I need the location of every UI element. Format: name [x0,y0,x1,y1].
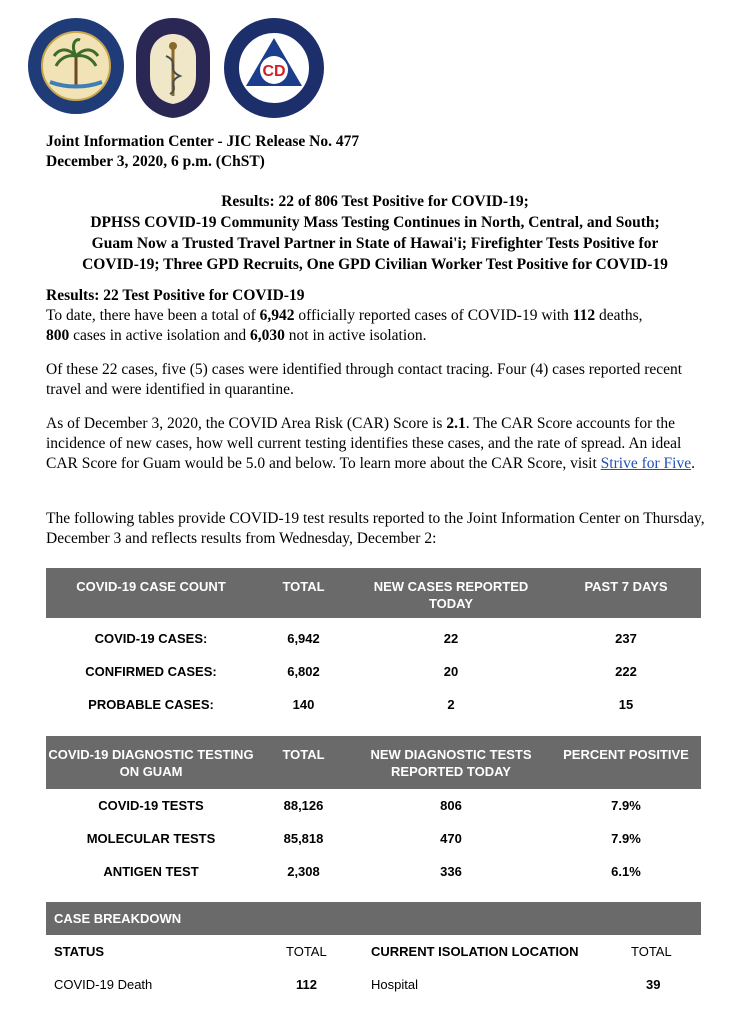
table-cell: 15 [618,697,634,712]
case-count-table [46,568,701,721]
column-header: CURRENT ISOLATION LOCATION [371,944,579,959]
table-cell: COVID-19 Death [54,977,153,992]
headline-line: DPHSS COVID-19 Community Mass Testing Continues in North, Central, and South; [90,214,660,231]
case-breakdown-table [46,902,701,1001]
results-heading: Results: 22 Test Positive for COVID-19 [46,287,305,304]
table-cell: 806 [440,798,462,813]
headline-line: Results: 22 of 806 Test Positive for COVID-19; [221,193,529,210]
table-cell: 140 [292,697,315,712]
headline-line: COVID-19; Three GPD Recruits, One GPD Civilian Worker Test Positive for COVID-19 [82,256,668,273]
column-header: NEW CASES REPORTED TODAY [373,579,529,611]
table-row [46,688,701,721]
column-header: TOTAL [286,944,327,959]
results-paragraph-1: To date, there have been a total of 6,942 officially reported cases of COVID-19 with 112 deaths, 800 cases in active isolation and 6,030 not in active isolation. [46,307,643,344]
table-cell: 112 [296,977,317,992]
table-row [46,622,701,655]
column-header: PERCENT POSITIVE [563,747,689,762]
table-cell: 88,126 [283,798,324,813]
table-cell: 22 [443,631,459,646]
table-cell: 2 [447,697,455,712]
table-cell: 39 [646,977,661,992]
table-cell: MOLECULAR TESTS [86,831,216,846]
table-row [46,789,701,822]
table-row [46,855,701,888]
table-cell: 2,308 [287,864,320,879]
headline-line: Guam Now a Trusted Travel Partner in State of Hawai'i; Firefighter Tests Positive for [91,235,659,252]
table-header [46,935,701,968]
table-cell: 20 [443,664,459,679]
table-row [46,822,701,855]
table-row [46,655,701,688]
tables-intro-paragraph: The following tables provide COVID-19 test results reported to the Joint Information Center on Thursday, December 3 and reflects results from Wednesday, December 2: [46,510,705,547]
column-header: TOTAL [282,579,325,594]
table-header [46,736,701,789]
column-header: TOTAL [631,944,672,959]
car-score-paragraph: As of December 3, 2020, the COVID Area Risk (CAR) Score is 2.1. The CAR Score accounts for the incidence of new cases, how well current testing identifies these cases, and the rate of spread. An ideal CAR Score for Guam would be 5.0 and below. To learn more about the CAR Score, visit Strive for Five. [46,415,695,472]
table-cell: 6.1% [611,864,641,879]
table-cell: 85,818 [283,831,324,846]
table-cell: 470 [440,831,462,846]
column-header: NEW DIAGNOSTIC TESTS REPORTED TODAY [370,747,532,779]
diagnostic-testing-table [46,736,701,888]
results-section [46,286,706,346]
table-cell: CONFIRMED CASES: [85,664,217,679]
table-cell: 237 [615,631,637,646]
release-date: December 3, 2020, 6 p.m. (ChST) [46,153,265,170]
column-header: PAST 7 DAYS [584,579,668,594]
headline [30,191,720,275]
homeland-security-seal [222,16,326,120]
table-header [46,568,701,618]
table-cell: ANTIGEN TEST [103,864,199,879]
governors-seal [26,16,126,116]
table-cell: COVID-19 CASES: [94,631,208,646]
table-cell: 336 [440,864,462,879]
agency-seals [26,16,326,126]
table-row [46,968,701,1001]
release-header [46,132,359,172]
table-cell: 7.9% [611,798,641,813]
column-header: COVID-19 CASE COUNT [76,579,226,594]
svg-text:CD: CD [262,63,286,80]
column-header: STATUS [54,944,105,959]
table-cell: 222 [615,664,637,679]
table-cell: 7.9% [611,831,641,846]
column-header: COVID-19 DIAGNOSTIC TESTING ON GUAM [48,747,254,779]
table-cell: PROBABLE CASES: [88,697,214,712]
table-cell: 6,942 [287,631,320,646]
table-cell: 6,802 [287,664,320,679]
table-cell: Hospital [371,977,418,992]
table-cell: COVID-19 TESTS [98,798,204,813]
strive-for-five-link[interactable]: Strive for Five [600,455,692,472]
column-header: TOTAL [282,747,325,762]
public-health-seal [134,16,212,120]
results-paragraph-2: Of these 22 cases, five (5) cases were identified through contact tracing. Four (4) cases reported recent travel and were identified in quarantine. [46,361,683,398]
release-number: Joint Information Center - JIC Release No. 477 [46,133,360,150]
case-breakdown-title: CASE BREAKDOWN [46,902,701,935]
